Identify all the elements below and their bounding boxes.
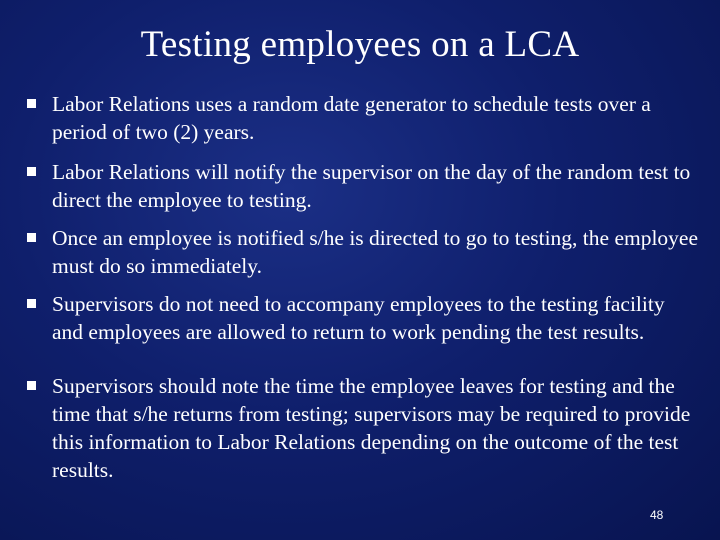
bullet-text: Supervisors should note the time the employee leaves for testing and the time that s/he returns from testing; supervisors may be required to provide this information to Labor Relations depending on the outcome of the test results. (52, 374, 691, 482)
bullet-text: Labor Relations uses a random date generator to schedule tests over a period of two (2) years. (52, 92, 651, 144)
square-bullet-icon (27, 381, 36, 390)
square-bullet-icon (27, 299, 36, 308)
bullet-text: Once an employee is notified s/he is directed to go to testing, the employee must do so immediately. (52, 226, 699, 278)
bullet-text: Labor Relations will notify the supervisor on the day of the random test to direct the employee to testing. (52, 160, 691, 212)
square-bullet-icon (27, 233, 36, 242)
square-bullet-icon (27, 99, 36, 108)
square-bullet-icon (27, 167, 36, 176)
slide-title: Testing employees on a LCA (140, 24, 580, 65)
bullet-text: Supervisors do not need to accompany employees to the testing facility and employees are allowed to return to work pending the test results. (52, 292, 665, 344)
page-number: 48 (650, 508, 664, 522)
